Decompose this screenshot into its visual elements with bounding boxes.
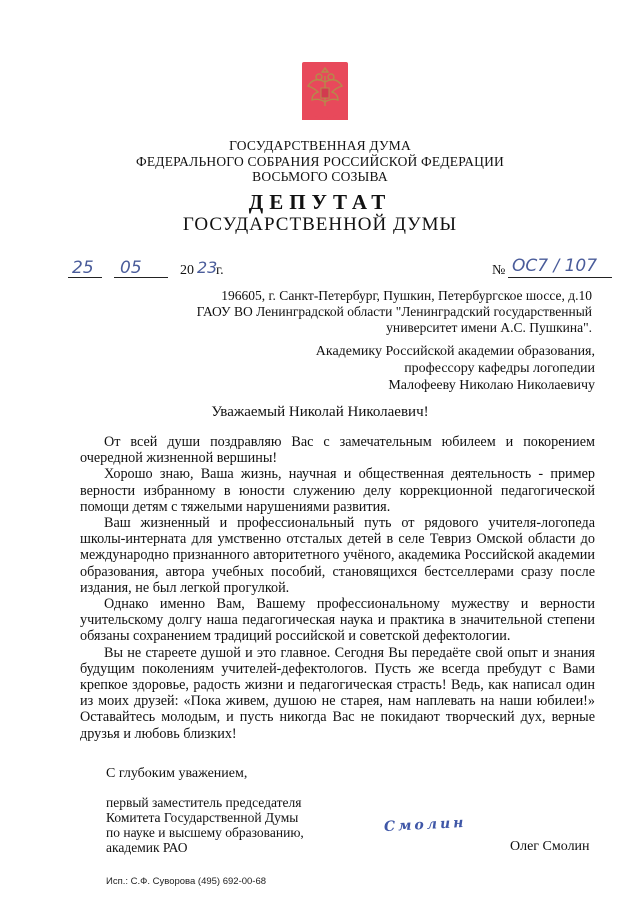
handwritten-signature: Смолин <box>383 814 467 836</box>
greeting: Уважаемый Николай Николаевич! <box>211 404 429 420</box>
number-label: № <box>492 263 506 278</box>
signatory-name: Олег Смолин <box>510 839 590 854</box>
paragraph: От всей души поздравляю Вас с замечательным юбилеем и покорением очередной жизненной вершины! <box>80 434 595 467</box>
document-subtitle: ГОСУДАРСТВЕННОЙ ДУМЫ <box>182 214 458 235</box>
address-line-2: ГАОУ ВО Ленинградской области "Ленинградский государственный <box>196 304 592 319</box>
coat-of-arms-icon <box>302 62 348 124</box>
closing: С глубоким уважением, <box>106 766 248 781</box>
recipient-line-2: профессору кафедры логопедии <box>404 361 595 376</box>
executor-contact: Исп.: С.Ф. Суворова (495) 692-00-68 <box>106 876 267 887</box>
recipient-line-3: Малофееву Николаю Николаевичу <box>388 378 595 393</box>
paragraph: Хорошо знаю, Ваша жизнь, научная и общественная деятельность - пример верности избранному в юности служению делу коррекционной педагогической помощи детям с тяжелыми нарушениями развития. <box>80 466 595 515</box>
date-suffix: г. <box>216 263 224 278</box>
signatory-position-2: Комитета Государственной Думы <box>106 810 299 825</box>
org-line-3: ВОСЬМОГО СОЗЫВА <box>252 169 388 184</box>
document-title: ДЕПУТАТ <box>248 190 392 214</box>
org-line-1: ГОСУДАРСТВЕННАЯ ДУМА <box>229 138 411 153</box>
date-year-prefix: 20 <box>180 263 194 278</box>
recipient-line-1: Академику Российской академии образования, <box>315 344 595 359</box>
date-day: 25 <box>72 258 94 278</box>
signatory-position-4: академик РАО <box>106 840 188 855</box>
date-year-hand: 23 <box>197 258 218 277</box>
document-number: ОС7 / 107 <box>512 256 598 276</box>
paragraph: Ваш жизненный и профессиональный путь от рядового учителя-логопеда школы-интерната для умственно отсталых детей в селе Тевриз Омской области до международно признанного авторитетного учёного, академика Российской академии образования, автора учебных пособий, становящихся бестселлерами сразу после издания, не был легкой прогулкой. <box>80 515 595 596</box>
address-line-3: университет имени А.С. Пушкина". <box>386 320 592 335</box>
address-line-1: 196605, г. Санкт-Петербург, Пушкин, Петербургское шоссе, д.10 <box>221 288 592 303</box>
signatory-position-3: по науке и высшему образованию, <box>106 825 304 840</box>
org-line-2: ФЕДЕРАЛЬНОГО СОБРАНИЯ РОССИЙСКОЙ ФЕДЕРАЦИИ <box>136 154 504 169</box>
letter-body <box>80 434 595 742</box>
paragraph: Вы не стареете душой и это главное. Сегодня Вы передаёте свой опыт и знания будущим поколениям учителей-дефектологов. Пусть же всегда пребудут с Вами крепкое здоровье, радость жизни и педагогическая страсть! Ведь, как написал один из моих друзей: «Пока живем, душою не старея, нам наплевать на наши юбилеи!» Оставайтесь молодым, и пусть никогда Вас не покидают творческий дух, верные друзья и любовь близких! <box>80 644 595 742</box>
signatory-position-1: первый заместитель председателя <box>106 795 302 810</box>
date-month: 05 <box>120 258 142 278</box>
paragraph: Однако именно Вам, Вашему профессиональному мужеству и верности учительскому долгу наша педагогическая наука и практика в значительной степени обязаны сохранением традиций российской и советской дефектологии. <box>80 596 595 645</box>
